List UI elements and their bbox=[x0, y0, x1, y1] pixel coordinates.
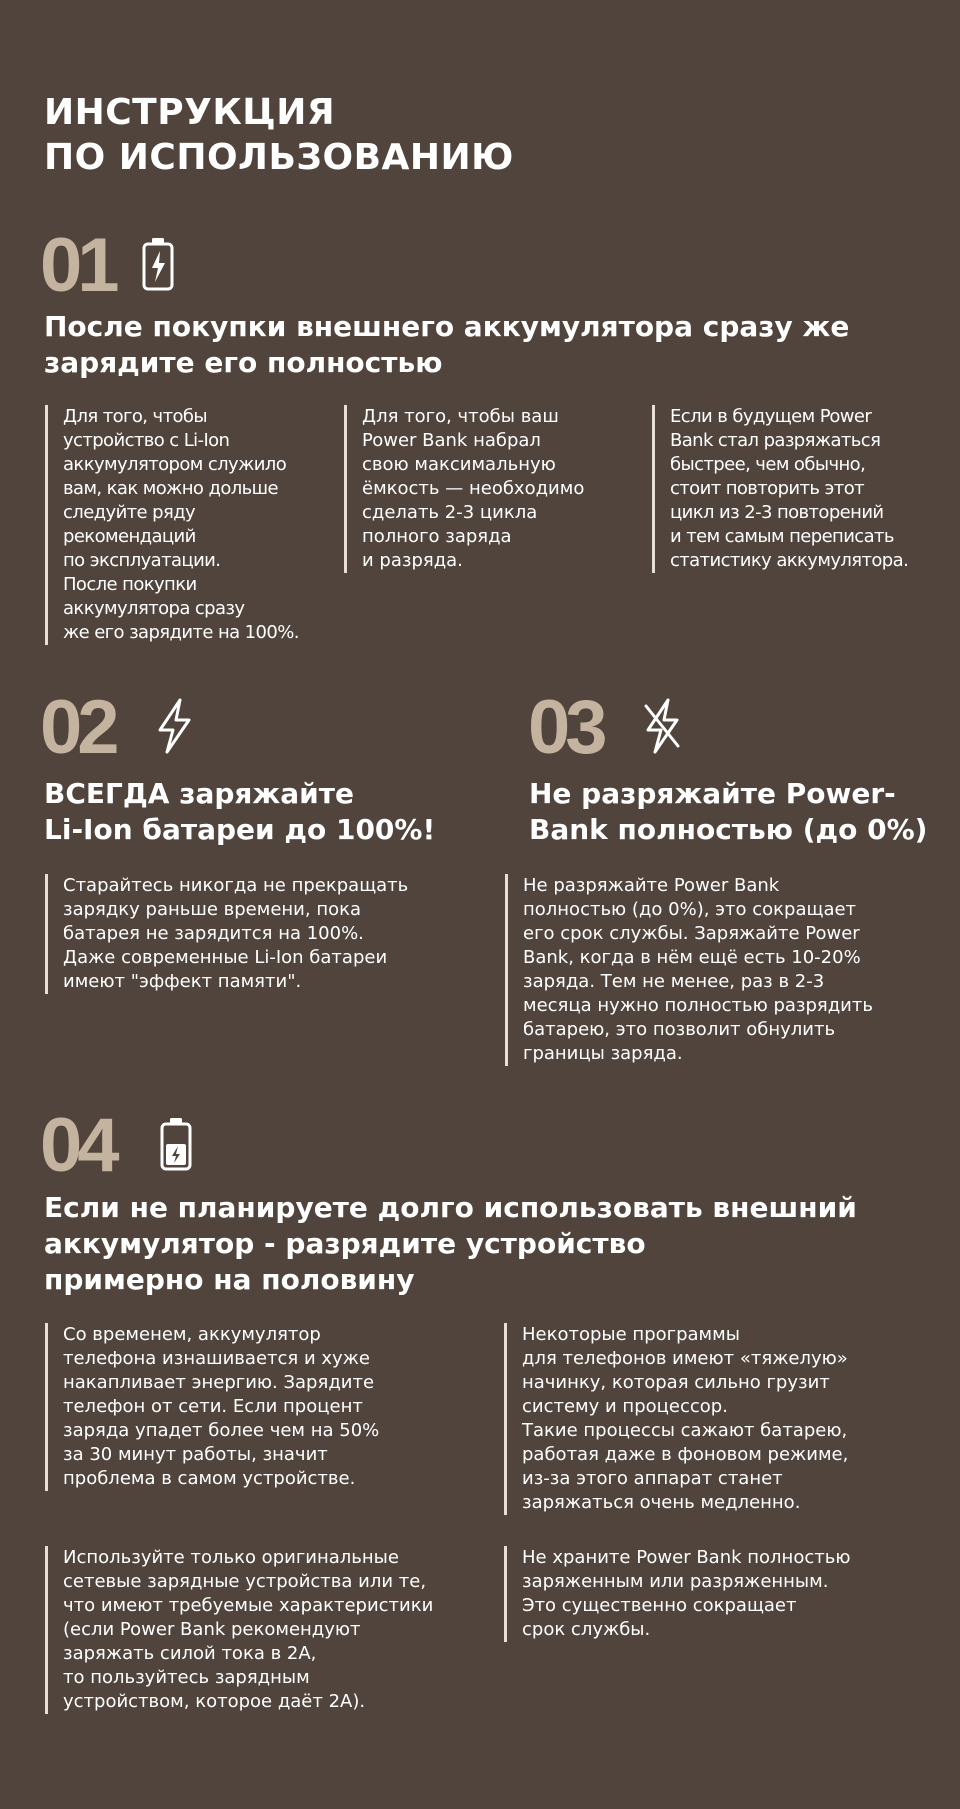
step-2-number: 02 bbox=[40, 685, 115, 770]
page-title-line1: ИНСТРУКЦИЯ bbox=[44, 92, 336, 133]
step-2-paragraph-1: Старайтесь никогда не прекращать зарядку раньше времени, пока батарея не зарядится на 100%. Даже современные Li-Ion батареи имеют "эффект памяти". bbox=[45, 874, 463, 994]
step-2-title bbox=[44, 776, 435, 848]
step-1-paragraph-1: Для того, чтобы устройство с Li-Ion аккумулятором служило вам, как можно дольше следуйте ряду рекомендаций по эксплуатации. После покупки аккумулятора сразу же его зарядите на 100%. bbox=[45, 405, 303, 645]
step-1-title bbox=[44, 309, 849, 381]
step-1-number: 01 bbox=[40, 223, 115, 308]
step-1-paragraph-3: Если в будущем Power Bank стал разряжаться быстрее, чем обычно, стоит повторить этот цикл из 2-3 повторений и тем самым переписать статистику аккумулятора. bbox=[652, 405, 955, 573]
step-4-title-line3: примерно на половину bbox=[44, 1262, 415, 1296]
page-title bbox=[44, 90, 514, 181]
step-3-title bbox=[529, 776, 927, 848]
step-4-number: 04 bbox=[40, 1103, 115, 1188]
step-2-title-line1: ВСЕГДА заряжайте bbox=[44, 777, 354, 810]
step-1-paragraph-2: Для того, чтобы ваш Power Bank набрал свою максимальную ёмкость — необходимо сделать 2-3 цикла полного заряда и разряда. bbox=[344, 405, 612, 573]
battery-half-icon bbox=[158, 1116, 194, 1172]
battery-charging-icon bbox=[140, 236, 176, 292]
step-4-paragraph-1: Со временем, аккумулятор телефона изнашивается и хуже накапливает энергию. Зарядите телефон от сети. Если процент заряда упадет более чем на 50% за 30 минут работы, значит проблема в самом устройстве. bbox=[45, 1323, 463, 1491]
step-4-title bbox=[44, 1190, 857, 1297]
step-1-title-line2: зарядите его полностью bbox=[44, 345, 443, 379]
lightning-off-icon bbox=[640, 696, 684, 756]
step-4-paragraph-4: Не храните Power Bank полностью заряженным или разряженным. Это существенно сокращает срок службы. bbox=[504, 1546, 942, 1642]
step-2-title-line2: Li-Ion батареи до 100%! bbox=[44, 812, 436, 846]
step-3-title-line1: Не разряжайте Power- bbox=[529, 777, 896, 810]
step-3-number: 03 bbox=[528, 685, 603, 770]
step-4-paragraph-2: Некоторые программы для телефонов имеют «тяжелую» начинку, которая сильно грузит систему и процессор. Такие процессы сажают батарею, работая даже в фоновом режиме, из-за этого аппарат станет заряжаться очень медленно. bbox=[504, 1323, 942, 1515]
step-3-paragraph-1: Не разряжайте Power Bank полностью (до 0%), это сокращает его срок службы. Заряжайте Power Bank, когда в нём ещё есть 10-20% заряда. Тем не менее, раз в 2-3 месяца нужно полностью разрядить батарею, это позволит обнулить границы заряда. bbox=[505, 874, 923, 1066]
step-4-title-line2: аккумулятор - разрядите устройство bbox=[44, 1226, 646, 1260]
page-title-line2: ПО ИСПОЛЬЗОВАНИЮ bbox=[44, 137, 514, 179]
step-4-paragraph-3: Используйте только оригинальные сетевые зарядные устройства или те, что имеют требуемые характеристики (если Power Bank рекомендуют заряжать силой тока в 2А, то пользуйтесь зарядным устройством, которое даёт 2А). bbox=[45, 1546, 483, 1714]
lightning-icon bbox=[152, 696, 196, 756]
step-3-title-line2: Bank полностью (до 0%) bbox=[529, 812, 928, 846]
step-4-title-line1: Если не планируете долго использовать внешний bbox=[44, 1191, 857, 1224]
step-1-title-line1: После покупки внешнего аккумулятора сразу же bbox=[44, 310, 850, 343]
